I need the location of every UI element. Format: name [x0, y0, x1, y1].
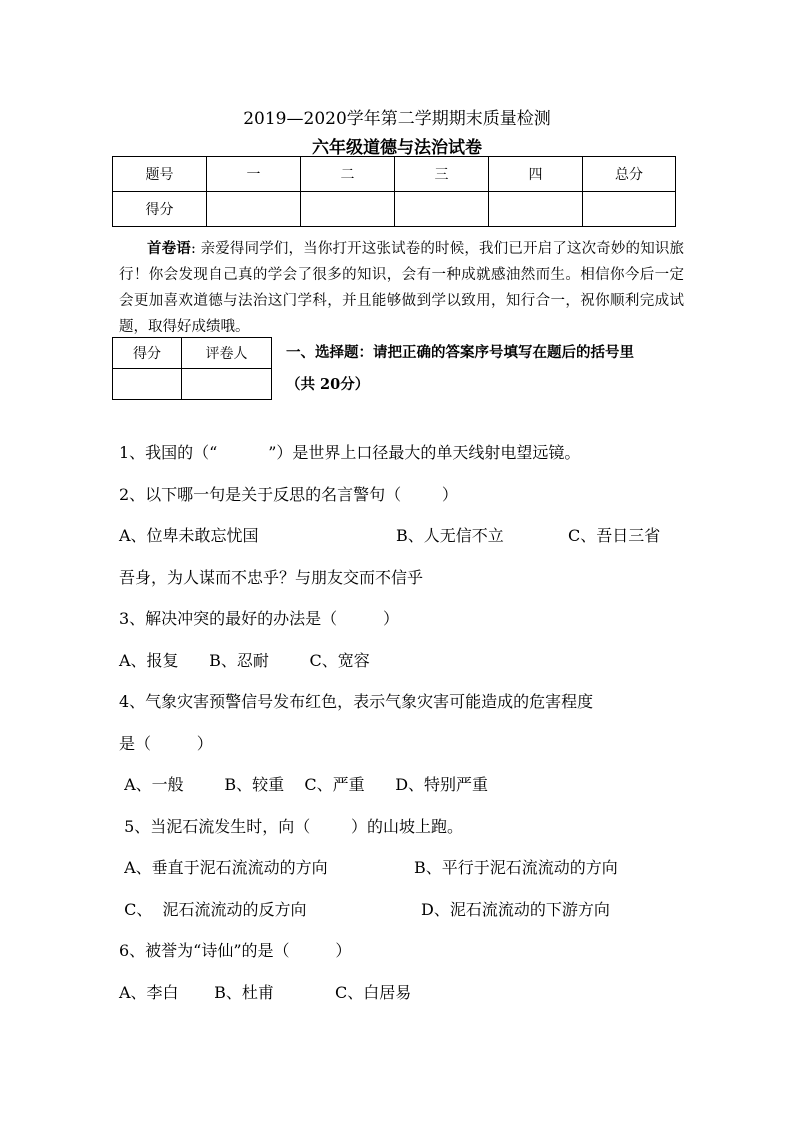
intro-lead: 首卷语	[147, 240, 191, 257]
score-table	[112, 156, 676, 227]
question-4: 4、气象灾害预警信号发布红色，表示气象灾害可能造成的危害程度	[119, 692, 594, 711]
question-4-options: A、一般 B、较重 C、严重 D、特别严重	[119, 775, 489, 794]
grader-table	[112, 337, 272, 400]
header-cell-part-2: 二	[301, 157, 395, 192]
grader-reviewer-label: 评卷人	[182, 338, 272, 369]
question-2-option-c: C、吾日三省	[568, 526, 661, 545]
question-6: 6、被誉为“诗仙”的是（ ）	[119, 941, 352, 960]
score-cell-part-1	[207, 192, 301, 227]
score-table-score-row	[113, 192, 676, 227]
score-cell-part-4	[489, 192, 583, 227]
intro-text: : 亲爱得同学们，当你打开这张试卷的时候，我们已开启了这次奇妙的知识旅行！你会发现自己真的学会了很多的知识，会有一种成就感油然而生。相信你今后一定会更加喜欢道德与法治这门学科，并且能够做到学以致用，知行合一，祝你顺利完成试题，取得好成绩哦。	[119, 241, 685, 335]
grader-reviewer-cell	[182, 369, 272, 400]
question-3: 3、解决冲突的最好的办法是（ ）	[119, 609, 399, 628]
question-2: 2、以下哪一句是关于反思的名言警句（ ）	[119, 485, 458, 504]
section-1-heading: 一、选择题：请把正确的答案序号填写在题后的括号里	[286, 344, 634, 361]
question-2-option-c-cont: 吾身，为人谋而不忠乎？与朋友交而不信乎	[119, 568, 424, 587]
score-table-header-row	[113, 157, 676, 192]
grader-score-cell	[113, 369, 182, 400]
grader-blank-row	[113, 369, 272, 400]
header-cell-part-3: 三	[395, 157, 489, 192]
header-cell-question-number: 题号	[113, 157, 207, 192]
question-4-cont: 是（ ）	[119, 734, 213, 753]
question-5-option-a: A、垂直于泥石流流动的方向	[119, 858, 328, 877]
header-cell-part-1: 一	[207, 157, 301, 192]
section-1-points: （共 20分）	[286, 376, 370, 393]
exam-subtitle: 六年级道德与法治试卷	[312, 138, 482, 158]
score-cell-part-2	[301, 192, 395, 227]
grader-score-label: 得分	[113, 338, 182, 369]
question-5-option-c: C、 泥石流流动的反方向	[119, 900, 307, 919]
intro-paragraph	[119, 236, 684, 340]
question-5: 5、当泥石流发生时，向（ ）的山坡上跑。	[119, 817, 463, 836]
score-cell-part-3	[395, 192, 489, 227]
question-2-option-a: A、位卑未敢忘忧国	[119, 526, 259, 545]
header-cell-part-4: 四	[489, 157, 583, 192]
question-5-option-b: B、平行于泥石流流动的方向	[414, 858, 618, 877]
question-1: 1、我国的（“ ”）是世界上口径最大的单天线射电望远镜。	[119, 443, 581, 462]
exam-title: 2019—2020学年第二学期期末质量检测	[243, 109, 551, 129]
question-2-option-b: B、人无信不立	[396, 526, 504, 545]
header-cell-total: 总分	[583, 157, 676, 192]
grader-header-row	[113, 338, 272, 369]
score-cell-total	[583, 192, 676, 227]
score-row-label: 得分	[113, 192, 207, 227]
question-3-options: A、报复 B、忍耐 C、宽容	[119, 651, 370, 670]
question-5-option-d: D、泥石流流动的下游方向	[421, 900, 610, 919]
question-6-options: A、李白 B、杜甫 C、白居易	[119, 983, 412, 1002]
